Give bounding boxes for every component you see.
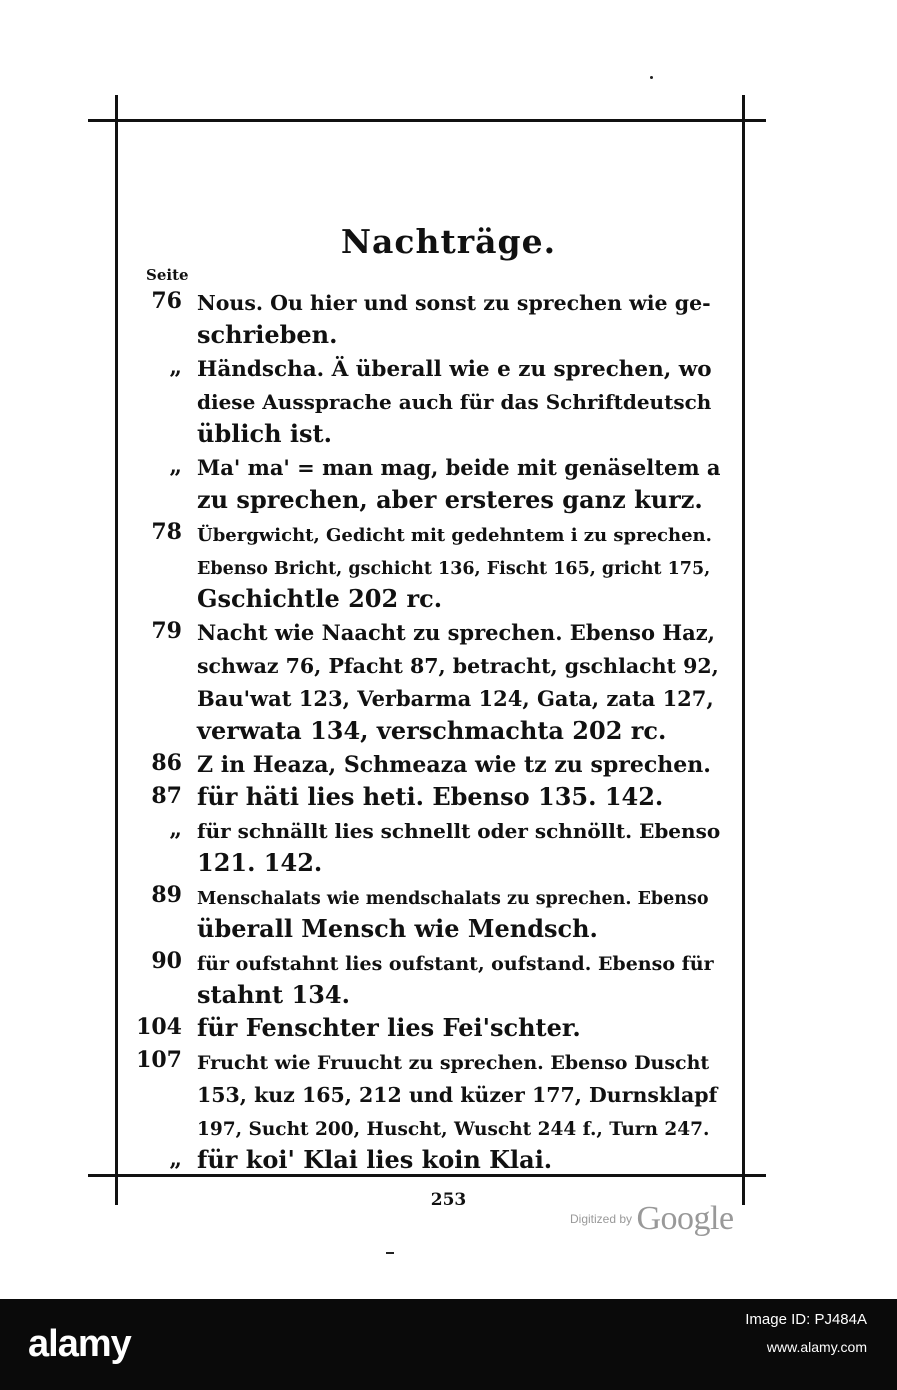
entry [0,1044,897,1143]
speck-mark [386,1252,394,1254]
entry [0,351,897,450]
entry-text-line [0,285,897,318]
entry-page-ref: 90 [151,948,182,974]
entry-text: 153, kuz 165, 212 und küzer 177, Durnsklapf [197,1083,718,1107]
entry-text: Übergwicht, Gedicht mit gedehntem i zu sprechen. [197,525,712,546]
entry-text: Gschichtle 202 rc. [197,584,443,613]
digitized-by-label: Digitized by [570,1212,633,1226]
entry-text-line [0,681,897,714]
entry-text-line [0,1110,897,1143]
entry-text: 121. 142. [197,848,323,877]
entry-page-ref: 76 [151,288,182,314]
page-number: 253 [430,1190,467,1210]
seite-label: Seite [146,266,189,284]
entry [0,1011,897,1044]
alamy-logo: alamy [28,1323,131,1365]
entry-text: Bau'wat 123, Verbarma 124, Gata, zata 127, [197,686,714,711]
entry [0,615,897,747]
entry-text: Menschalats wie mendschalats zu sprechen. Ebenso [197,889,709,909]
entry-text: Nous. Ou hier und sonst zu sprechen wie ge- [197,291,711,315]
page-title: Nachträge. [340,222,557,261]
entry-text: Ebenso Bricht, gschicht 136, Fischt 165, gricht 175, [197,559,711,579]
entry-text-line [0,648,897,681]
entry-text-line [0,384,897,417]
entry-text-line [0,549,897,582]
entry-text-line [0,351,897,384]
entry-text-line [0,813,897,846]
entry [0,285,897,351]
entry-text: für häti lies heti. Ebenso 135. 142. [197,782,664,811]
entry-text-line [0,879,897,912]
entry-text-line [0,846,897,879]
entry-text: für schnällt lies schnellt oder schnöllt. Ebenso [197,819,721,843]
entry-text-line [0,615,897,648]
entry-text: für oufstahnt lies oufstant, oufstand. Ebenso für [197,953,714,975]
entry-text: verwata 134, verschmachta 202 rc. [197,716,667,745]
entry [0,1143,897,1176]
entry-text-line [0,747,897,780]
entry-page-ref: „ [169,453,182,479]
image-id: Image ID: PJ484A [745,1311,867,1328]
digitized-watermark [570,1200,734,1238]
entry-text: diese Aussprache auch für das Schriftdeutsch [197,390,712,414]
entry-text: schwaz 76, Pfacht 87, betracht, gschlacht 92, [197,654,719,678]
entry-page-ref: 78 [151,519,182,545]
entry-text-line [0,417,897,450]
entry-text: für koi' Klai lies koin Klai. [197,1145,553,1174]
entry [0,945,897,1011]
entry-page-ref: 89 [151,882,182,908]
entry-text-line [0,945,897,978]
entry-text-line [0,516,897,549]
entry-text: Ma' ma' = man mag, beide mit genäseltem a [197,455,721,480]
top-rule [88,119,766,122]
entry-text: stahnt 134. [197,980,350,1009]
entry-text-line [0,318,897,351]
entry-page-ref: 86 [151,750,182,776]
entry-text: 197, Sucht 200, Huscht, Wuscht 244 f., Turn 247. [197,1119,710,1140]
entry-text: für Fenschter lies Fei'schter. [197,1013,581,1042]
entry-text: Z in Heaza, Schmeaza wie tz zu sprechen. [197,752,711,778]
entry [0,780,897,813]
entry-text: Frucht wie Fruucht zu sprechen. Ebenso Duscht [197,1052,710,1074]
entry-text-line [0,1044,897,1077]
entry-text: üblich ist. [197,419,332,448]
site-url: www.alamy.com [766,1339,867,1355]
entry-text: Händscha. Ä überall wie e zu sprechen, wo [197,357,712,382]
entry-text-line [0,714,897,747]
entry-text-line [0,780,897,813]
entry [0,450,897,516]
entry-page-ref: 104 [136,1014,182,1040]
entry-text-line [0,450,897,483]
stock-footer-bar [0,1299,897,1390]
entry-page-ref: 79 [151,618,182,644]
entry-page-ref: „ [169,816,182,842]
entry-text-line [0,1011,897,1044]
entry [0,747,897,780]
entry-text-line [0,582,897,615]
entry-text-line [0,978,897,1011]
entry [0,813,897,879]
entry-text: zu sprechen, aber ersteres ganz kurz. [197,485,703,514]
entry [0,516,897,615]
entry-page-ref: „ [169,1146,182,1172]
entry [0,879,897,945]
entry-text: schrieben. [197,320,338,349]
entry-text-line [0,1143,897,1176]
entry-text-line [0,1077,897,1110]
entry-text-line [0,483,897,516]
entry-page-ref: „ [169,354,182,380]
entry-page-ref: 107 [136,1047,182,1073]
google-logo-text: Google [636,1200,734,1237]
speck-mark [650,76,653,79]
entry-text-line [0,912,897,945]
entry-page-ref: 87 [151,783,182,809]
entry-text: überall Mensch wie Mendsch. [197,914,598,943]
entries-list [0,285,897,1176]
entry-text: Nacht wie Naacht zu sprechen. Ebenso Haz, [197,620,715,645]
